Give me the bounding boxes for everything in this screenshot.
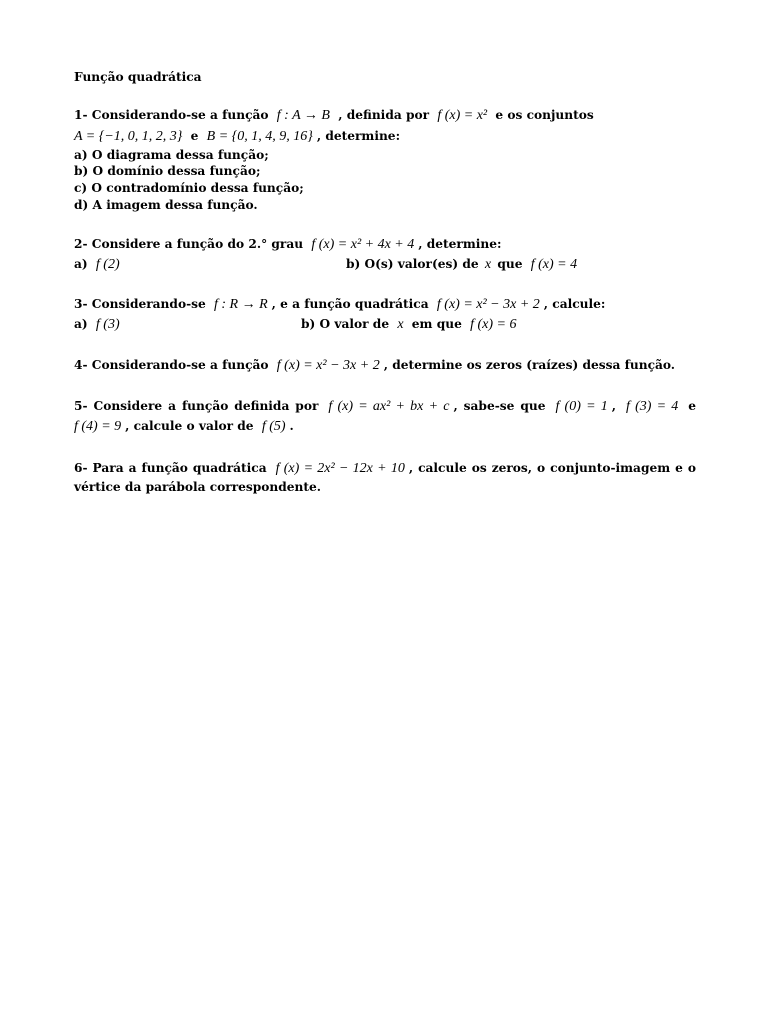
q3-mid: , e a função quadrática <box>271 297 429 311</box>
q4-end: , determine os zeros (raízes) dessa função. <box>383 358 676 372</box>
question-1-line-2 <box>74 128 400 145</box>
q3-item-a <box>74 316 124 333</box>
question-2-line-1 <box>74 236 501 253</box>
q2-b-expression: f (x) = 4 <box>530 257 578 272</box>
q3-end: , calcule: <box>543 297 606 311</box>
q1-item-b: b) O domínio dessa função; <box>74 164 261 178</box>
q3-a-label: a) <box>74 317 88 331</box>
question-6-line-1 <box>74 460 696 477</box>
q5-intro: 5- Considere a função definida por <box>74 399 319 413</box>
question-4 <box>74 357 675 374</box>
q4-intro: 4- Considerando-se a função <box>74 358 269 372</box>
q2-a-label: a) <box>74 257 88 271</box>
q4-function-definition: f (x) = x² − 3x + 2 <box>276 358 380 373</box>
q2-item-b <box>346 256 581 273</box>
q5-condition-1: f (0) = 1 <box>555 399 608 414</box>
q5-mid-2: , calcule o valor de <box>125 419 254 433</box>
q2-intro: 2- Considere a função do 2.° grau <box>74 237 304 251</box>
question-5-line-2 <box>74 418 294 435</box>
q3-intro: 3- Considerando-se <box>74 297 206 311</box>
q1-and: e <box>190 129 199 143</box>
q3-b-label: b) O valor de <box>301 317 390 331</box>
q5-separator: , <box>611 399 617 413</box>
q3-function-map: f : R → R <box>214 297 268 312</box>
q1-set-b: B = {0, 1, 4, 9, 16} <box>206 129 313 144</box>
q5-end: . <box>289 419 294 433</box>
q2-a-expression: f (2) <box>95 257 120 272</box>
q1-intro: 1- Considerando-se a função <box>74 108 269 122</box>
q1-set-a: A = {−1, 0, 1, 2, 3} <box>74 129 183 144</box>
q3-b-expression: f (x) = 6 <box>470 317 517 332</box>
q1-item-c: c) O contradomínio dessa função; <box>74 181 304 195</box>
question-1-line-1 <box>74 107 594 124</box>
question-6-line-2: vértice da parábola correspondente. <box>74 480 322 494</box>
q1-item-d: d) A imagem dessa função. <box>74 198 258 212</box>
q3-item-b <box>301 316 520 333</box>
q2-b-label: b) O(s) valor(es) de <box>346 257 479 271</box>
q1-determine: , determine: <box>316 129 401 143</box>
q5-function-definition: f (x) = ax² + bx + c <box>328 399 450 414</box>
q3-function-definition: f (x) = x² − 3x + 2 <box>436 297 540 312</box>
q5-condition-2: f (3) = 4 <box>625 399 679 414</box>
page-title: Função quadrática <box>74 70 202 84</box>
q2-item-a <box>74 256 124 273</box>
q3-a-expression: f (3) <box>95 317 120 332</box>
q3-b-variable: x <box>397 317 404 332</box>
q6-intro: 6- Para a função quadrática <box>74 461 267 475</box>
q3-b-mid: em que <box>411 317 462 331</box>
q2-b-variable: x <box>484 257 492 272</box>
q5-target: f (5) <box>261 419 286 434</box>
q2-function-definition: f (x) = x² + 4x + 4 <box>311 237 415 252</box>
q6-function-definition: f (x) = 2x² − 12x + 10 <box>275 461 405 476</box>
q1-function-definition: f (x) = x² <box>437 108 488 123</box>
q5-mid: , sabe-se que <box>453 399 546 413</box>
question-3-line-1 <box>74 296 605 313</box>
q1-mid: , definida por <box>338 108 430 122</box>
q1-end: e os conjuntos <box>495 108 594 122</box>
q1-function-map: f : A → B <box>276 108 330 123</box>
q6-end: , calcule os zeros, o conjunto-imagem e o <box>408 461 696 475</box>
q2-end: , determine: <box>418 237 502 251</box>
question-5-line-1 <box>74 398 696 415</box>
q2-b-mid: que <box>497 257 523 271</box>
q5-condition-3: f (4) = 9 <box>74 419 122 434</box>
q1-item-a: a) O diagrama dessa função; <box>74 148 269 162</box>
q5-and: e <box>688 399 697 413</box>
